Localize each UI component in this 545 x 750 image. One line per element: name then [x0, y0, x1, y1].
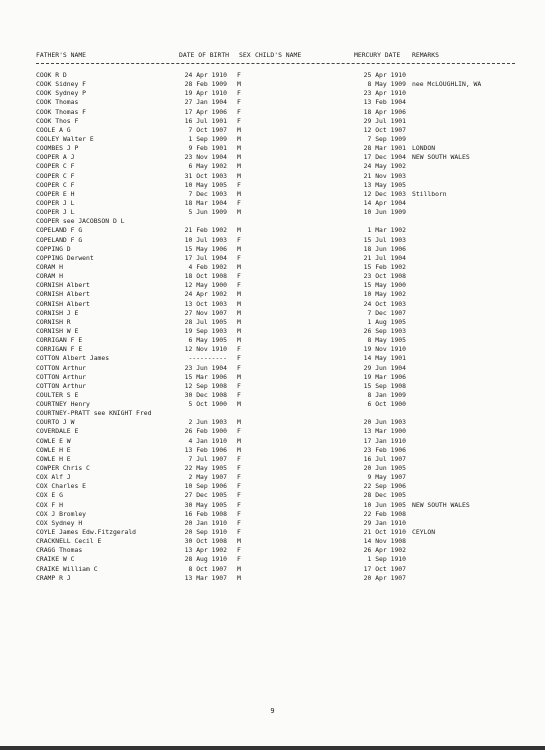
- mercury-date-cell: 10 May 1902: [363, 290, 406, 299]
- mercury-date-cell: 8 May 1905: [367, 336, 406, 345]
- mercury-date-cell: 15 Jul 1903: [363, 235, 406, 244]
- mercury-date-cell: 15 Feb 1902: [363, 262, 406, 271]
- father-name-cell: CORAM H: [36, 262, 63, 271]
- sex-cell: M: [237, 336, 241, 345]
- table-row: [36, 226, 515, 235]
- sex-cell: M: [237, 326, 241, 335]
- table-row: [36, 446, 515, 455]
- father-name-cell: CRAGG Thomas: [36, 546, 83, 555]
- date-of-birth-cell: ----------: [188, 354, 227, 363]
- father-name-cell: CRAIKE W C: [36, 555, 75, 564]
- sex-cell: F: [237, 116, 241, 125]
- sex-cell: M: [237, 144, 241, 153]
- father-name-cell: CORRIGAN F E: [36, 345, 83, 354]
- sex-cell: F: [237, 345, 241, 354]
- sex-cell: M: [237, 290, 241, 299]
- date-of-birth-cell: 7 Dec 1903: [188, 189, 227, 198]
- father-name-cell: CORNISH J E: [36, 308, 79, 317]
- father-name-cell: COVERDALE E: [36, 427, 79, 436]
- date-of-birth-cell: 6 May 1902: [188, 162, 227, 171]
- father-name-cell: COTTON Arthur: [36, 363, 87, 372]
- table-row: [36, 528, 515, 537]
- date-of-birth-cell: 20 Jan 1910: [184, 518, 227, 527]
- table-row: [36, 80, 515, 89]
- remarks-cell: nee McLOUGHLIN, WA: [412, 80, 482, 89]
- date-of-birth-cell: 24 Apr 1902: [184, 290, 227, 299]
- date-of-birth-cell: 13 Apr 1902: [184, 546, 227, 555]
- table-row: [36, 327, 515, 336]
- father-name-cell: COOK Sidney F: [36, 80, 87, 89]
- date-of-birth-cell: 30 May 1905: [184, 500, 227, 509]
- table-row: [36, 464, 515, 473]
- father-name-cell: COURTO J W: [36, 418, 75, 427]
- father-name-cell: COX Alf J: [36, 473, 71, 482]
- sex-cell: F: [237, 427, 241, 436]
- father-name-cell: COX Charles E: [36, 482, 87, 491]
- date-of-birth-cell: 6 May 1905: [188, 336, 227, 345]
- father-name-cell: COWPER Chris C: [36, 464, 90, 473]
- sex-cell: M: [237, 125, 241, 134]
- father-name-cell: COOK Thomas F: [36, 107, 87, 116]
- date-of-birth-cell: 27 Nov 1907: [184, 308, 227, 317]
- sex-cell: F: [237, 482, 241, 491]
- table-row: [36, 108, 515, 117]
- mercury-date-cell: 10 Jun 1909: [363, 208, 406, 217]
- sex-cell: M: [237, 308, 241, 317]
- father-name-cell: COOLEY Walter E: [36, 134, 94, 143]
- table-row: [36, 89, 515, 98]
- table-row: [36, 162, 515, 171]
- mercury-date-cell: 13 Mar 1900: [363, 427, 406, 436]
- sex-cell: M: [237, 189, 241, 198]
- table-row: [36, 117, 515, 126]
- date-of-birth-cell: 27 Dec 1905: [184, 491, 227, 500]
- sex-cell: F: [237, 509, 241, 518]
- father-name-cell: COOK Sydney P: [36, 89, 87, 98]
- sex-cell: M: [237, 537, 241, 546]
- sex-cell: M: [237, 226, 241, 235]
- father-name-cell: COPPING D: [36, 244, 71, 253]
- father-name-cell: COOPER C F: [36, 180, 75, 189]
- sex-cell: M: [237, 162, 241, 171]
- date-of-birth-cell: 22 May 1905: [184, 464, 227, 473]
- father-name-cell: CORNISH Albert: [36, 290, 90, 299]
- table-row: [36, 574, 515, 583]
- table-row: [36, 491, 515, 500]
- father-name-cell: COWLE E W: [36, 436, 71, 445]
- mercury-date-cell: 12 Oct 1907: [363, 125, 406, 134]
- sex-cell: M: [237, 372, 241, 381]
- mercury-date-cell: 22 Sep 1906: [363, 482, 406, 491]
- table-row: [36, 190, 515, 199]
- father-name-cell: CRACKNELL Cecil E: [36, 537, 102, 546]
- date-of-birth-cell: 26 Feb 1900: [184, 427, 227, 436]
- sex-cell: M: [237, 299, 241, 308]
- table-row: [36, 537, 515, 546]
- mercury-date-cell: 21 Jul 1904: [363, 253, 406, 262]
- sex-cell: F: [237, 89, 241, 98]
- father-name-cell: COOPER A J: [36, 153, 75, 162]
- date-of-birth-cell: 5 Jun 1909: [188, 208, 227, 217]
- sex-cell: F: [237, 235, 241, 244]
- father-name-cell: COULTER S E: [36, 390, 79, 399]
- table-row: [36, 245, 515, 254]
- date-of-birth-cell: 19 Sep 1903: [184, 326, 227, 335]
- mercury-date-cell: 10 Jun 1905: [363, 500, 406, 509]
- page-number: 9: [270, 707, 275, 715]
- sex-cell: F: [237, 107, 241, 116]
- table-row: [36, 135, 515, 144]
- table-row: [36, 427, 515, 436]
- date-of-birth-cell: 24 Apr 1910: [184, 71, 227, 79]
- mercury-date-cell: 8 Jan 1909: [367, 390, 406, 399]
- sex-cell: M: [237, 262, 241, 271]
- sex-cell: F: [237, 518, 241, 527]
- table-row: [36, 546, 515, 555]
- date-of-birth-cell: 7 Jul 1907: [188, 454, 227, 463]
- sex-cell: F: [237, 491, 241, 500]
- mercury-date-cell: 29 Jun 1904: [363, 363, 406, 372]
- father-name-cell: COOPER see JACOBSON D L: [36, 217, 125, 226]
- date-of-birth-cell: 21 Feb 1902: [184, 226, 227, 235]
- mercury-date-cell: 20 Apr 1907: [363, 573, 406, 582]
- mercury-date-cell: 24 May 1902: [363, 162, 406, 171]
- mercury-date-cell: 23 Oct 1908: [363, 272, 406, 281]
- father-name-cell: COOPER J L: [36, 198, 75, 207]
- date-of-birth-cell: 23 Nov 1904: [184, 153, 227, 162]
- table-row: [36, 418, 515, 427]
- father-name-cell: COOMBES J P: [36, 144, 79, 153]
- table-header: [36, 51, 515, 61]
- header-child: CHILD'S NAME: [255, 51, 302, 59]
- header-divider: [36, 63, 515, 64]
- remarks-cell: LONDON: [412, 144, 436, 153]
- sex-cell: M: [237, 445, 241, 454]
- mercury-date-cell: 26 Sep 1903: [363, 326, 406, 335]
- date-of-birth-cell: 17 Apr 1906: [184, 107, 227, 116]
- sex-cell: F: [237, 180, 241, 189]
- mercury-date-cell: 24 Oct 1903: [363, 299, 406, 308]
- mercury-date-cell: 16 Jul 1907: [363, 454, 406, 463]
- mercury-date-cell: 17 Oct 1907: [363, 564, 406, 573]
- sex-cell: M: [237, 134, 241, 143]
- mercury-date-cell: 21 Oct 1910: [363, 528, 406, 537]
- mercury-date-cell: 17 Jan 1910: [363, 436, 406, 445]
- table-row: [36, 373, 515, 382]
- mercury-date-cell: 18 Apr 1906: [363, 107, 406, 116]
- sex-cell: M: [237, 317, 241, 326]
- sex-cell: F: [237, 71, 241, 79]
- mercury-date-cell: 19 Mar 1906: [363, 372, 406, 381]
- mercury-date-cell: 23 Apr 1910: [363, 89, 406, 98]
- header-dob: DATE OF BIRTH: [179, 51, 230, 59]
- records-table: [36, 71, 515, 583]
- remarks-cell: CEYLON: [412, 528, 436, 537]
- table-row: [36, 309, 515, 318]
- mercury-date-cell: 13 May 1905: [363, 180, 406, 189]
- table-row: [36, 153, 515, 162]
- mercury-date-cell: 15 Sep 1908: [363, 381, 406, 390]
- mercury-date-cell: 12 Dec 1903: [363, 189, 406, 198]
- mercury-date-cell: 14 May 1901: [363, 354, 406, 363]
- scan-edge: [0, 746, 545, 750]
- father-name-cell: CORNISH W E: [36, 326, 79, 335]
- date-of-birth-cell: 7 Oct 1907: [188, 125, 227, 134]
- father-name-cell: COX F H: [36, 500, 63, 509]
- table-row: [36, 144, 515, 153]
- sex-cell: F: [237, 555, 241, 564]
- father-name-cell: COX Sydney H: [36, 518, 83, 527]
- table-row: [36, 364, 515, 373]
- date-of-birth-cell: 4 Jan 1910: [188, 436, 227, 445]
- table-row: [36, 300, 515, 309]
- date-of-birth-cell: 2 Jun 1903: [188, 418, 227, 427]
- table-row: [36, 126, 515, 135]
- father-name-cell: COOPER C F: [36, 162, 75, 171]
- date-of-birth-cell: 15 May 1906: [184, 244, 227, 253]
- sex-cell: F: [237, 473, 241, 482]
- father-name-cell: COURTNEY-PRATT see KNIGHT Fred: [36, 409, 152, 418]
- father-name-cell: COTTON Albert James: [36, 354, 110, 363]
- date-of-birth-cell: 27 Jan 1904: [184, 98, 227, 107]
- table-row: [36, 519, 515, 528]
- date-of-birth-cell: 8 Oct 1907: [188, 564, 227, 573]
- table-row: [36, 473, 515, 482]
- table-row: [36, 254, 515, 263]
- date-of-birth-cell: 28 Aug 1910: [184, 555, 227, 564]
- mercury-date-cell: 7 Sep 1909: [367, 134, 406, 143]
- sex-cell: M: [237, 208, 241, 217]
- sex-cell: F: [237, 528, 241, 537]
- sex-cell: F: [237, 546, 241, 555]
- mercury-date-cell: 8 May 1909: [367, 80, 406, 89]
- father-name-cell: CRAIKE William C: [36, 564, 98, 573]
- father-name-cell: COOK Thos F: [36, 116, 79, 125]
- date-of-birth-cell: 30 Dec 1908: [184, 390, 227, 399]
- sex-cell: M: [237, 436, 241, 445]
- date-of-birth-cell: 5 Oct 1900: [188, 400, 227, 409]
- header-mercury: MERCURY DATE: [354, 51, 401, 59]
- sex-cell: F: [237, 363, 241, 372]
- sex-cell: M: [237, 573, 241, 582]
- table-row: [36, 199, 515, 208]
- father-name-cell: COOK R D: [36, 71, 67, 79]
- date-of-birth-cell: 19 Apr 1910: [184, 89, 227, 98]
- date-of-birth-cell: 18 Mar 1904: [184, 198, 227, 207]
- father-name-cell: COTTON Arthur: [36, 372, 87, 381]
- sex-cell: M: [237, 244, 241, 253]
- mercury-date-cell: 6 Oct 1900: [367, 400, 406, 409]
- father-name-cell: CORNISH R: [36, 317, 71, 326]
- sex-cell: F: [237, 381, 241, 390]
- sex-cell: F: [237, 198, 241, 207]
- sex-cell: M: [237, 171, 241, 180]
- father-name-cell: COOPER J L: [36, 208, 75, 217]
- table-row: [36, 437, 515, 446]
- table-row: [36, 391, 515, 400]
- sex-cell: F: [237, 464, 241, 473]
- mercury-date-cell: 13 Feb 1904: [363, 98, 406, 107]
- mercury-date-cell: 14 Apr 1904: [363, 198, 406, 207]
- table-row: [36, 290, 515, 299]
- table-row: [36, 263, 515, 272]
- table-row: [36, 318, 515, 327]
- date-of-birth-cell: 16 Jul 1901: [184, 116, 227, 125]
- date-of-birth-cell: 13 Feb 1906: [184, 445, 227, 454]
- father-name-cell: COWLE H E: [36, 445, 71, 454]
- father-name-cell: COOLE A G: [36, 125, 71, 134]
- date-of-birth-cell: 12 May 1900: [184, 281, 227, 290]
- date-of-birth-cell: 17 Jul 1904: [184, 253, 227, 262]
- date-of-birth-cell: 12 Nov 1910: [184, 345, 227, 354]
- date-of-birth-cell: 20 Sep 1910: [184, 528, 227, 537]
- mercury-date-cell: 29 Jan 1910: [363, 518, 406, 527]
- sex-cell: F: [237, 98, 241, 107]
- father-name-cell: COTTON Arthur: [36, 381, 87, 390]
- sex-cell: F: [237, 253, 241, 262]
- table-row: [36, 272, 515, 281]
- table-row: [36, 354, 515, 363]
- table-row: [36, 482, 515, 491]
- date-of-birth-cell: 12 Sep 1908: [184, 381, 227, 390]
- table-row: [36, 382, 515, 391]
- date-of-birth-cell: 28 Jul 1905: [184, 317, 227, 326]
- date-of-birth-cell: 1 Sep 1909: [188, 134, 227, 143]
- table-row: [36, 172, 515, 181]
- remarks-cell: Stillborn: [412, 189, 447, 198]
- sex-cell: F: [237, 390, 241, 399]
- father-name-cell: COOPER E H: [36, 189, 75, 198]
- date-of-birth-cell: 30 Oct 1908: [184, 537, 227, 546]
- date-of-birth-cell: 13 Oct 1903: [184, 299, 227, 308]
- father-name-cell: COPELAND F G: [36, 235, 83, 244]
- date-of-birth-cell: 10 Sep 1906: [184, 482, 227, 491]
- header-sex: SEX: [239, 51, 251, 59]
- date-of-birth-cell: 31 Oct 1903: [184, 171, 227, 180]
- date-of-birth-cell: 13 Mar 1907: [184, 573, 227, 582]
- father-name-cell: COURTNEY Henry: [36, 400, 90, 409]
- mercury-date-cell: 19 Nov 1910: [363, 345, 406, 354]
- sex-cell: M: [237, 400, 241, 409]
- mercury-date-cell: 14 Nov 1908: [363, 537, 406, 546]
- mercury-date-cell: 29 Jul 1901: [363, 116, 406, 125]
- table-row: [36, 98, 515, 107]
- table-row: [36, 236, 515, 245]
- father-name-cell: COYLE James Edw.Fitzgerald: [36, 528, 137, 537]
- father-name-cell: COOPER C F: [36, 171, 75, 180]
- table-row: [36, 181, 515, 190]
- sex-cell: F: [237, 500, 241, 509]
- mercury-date-cell: 26 Apr 1902: [363, 546, 406, 555]
- mercury-date-cell: 21 Nov 1903: [363, 171, 406, 180]
- father-name-cell: CORAM H: [36, 272, 63, 281]
- table-row: [36, 400, 515, 409]
- sex-cell: F: [237, 281, 241, 290]
- father-name-cell: COPPING Derwent: [36, 253, 94, 262]
- date-of-birth-cell: 2 May 1907: [188, 473, 227, 482]
- table-row: [36, 455, 515, 464]
- mercury-date-cell: 18 Jun 1906: [363, 244, 406, 253]
- father-name-cell: COX J Bromley: [36, 509, 87, 518]
- mercury-date-cell: 15 May 1900: [363, 281, 406, 290]
- father-name-cell: COOK Thomas: [36, 98, 79, 107]
- date-of-birth-cell: 23 Jun 1904: [184, 363, 227, 372]
- date-of-birth-cell: 10 Jul 1903: [184, 235, 227, 244]
- mercury-date-cell: 20 Jun 1903: [363, 418, 406, 427]
- sex-cell: M: [237, 564, 241, 573]
- sex-cell: F: [237, 354, 241, 363]
- sex-cell: M: [237, 80, 241, 89]
- father-name-cell: COX E G: [36, 491, 63, 500]
- mercury-date-cell: 23 Feb 1906: [363, 445, 406, 454]
- table-row: [36, 71, 515, 80]
- father-name-cell: CORRIGAN F E: [36, 336, 83, 345]
- mercury-date-cell: 7 Dec 1907: [367, 308, 406, 317]
- mercury-date-cell: 1 Sep 1910: [367, 555, 406, 564]
- table-row: [36, 217, 515, 226]
- date-of-birth-cell: 9 Feb 1901: [188, 144, 227, 153]
- table-row: [36, 208, 515, 217]
- sex-cell: M: [237, 153, 241, 162]
- mercury-date-cell: 25 Apr 1910: [363, 71, 406, 79]
- remarks-cell: NEW SOUTH WALES: [412, 500, 470, 509]
- date-of-birth-cell: 10 May 1905: [184, 180, 227, 189]
- mercury-date-cell: 9 May 1907: [367, 473, 406, 482]
- header-remarks: REMARKS: [412, 51, 439, 59]
- table-row: [36, 565, 515, 574]
- father-name-cell: COPELAND F G: [36, 226, 83, 235]
- mercury-date-cell: 28 Dec 1905: [363, 491, 406, 500]
- mercury-date-cell: 20 Jun 1905: [363, 464, 406, 473]
- table-row: [36, 555, 515, 564]
- table-row: [36, 501, 515, 510]
- date-of-birth-cell: 28 Feb 1909: [184, 80, 227, 89]
- header-father: FATHER'S NAME: [36, 51, 87, 59]
- sex-cell: F: [237, 272, 241, 281]
- table-row: [36, 409, 515, 418]
- sex-cell: M: [237, 418, 241, 427]
- date-of-birth-cell: 18 Oct 1908: [184, 272, 227, 281]
- father-name-cell: CORNISH Albert: [36, 299, 90, 308]
- mercury-date-cell: 1 Aug 1905: [367, 317, 406, 326]
- date-of-birth-cell: 4 Feb 1902: [188, 262, 227, 271]
- date-of-birth-cell: 16 Feb 1908: [184, 509, 227, 518]
- table-row: [36, 281, 515, 290]
- table-row: [36, 510, 515, 519]
- father-name-cell: COWLE H E: [36, 454, 71, 463]
- table-row: [36, 336, 515, 345]
- father-name-cell: CRAMP R J: [36, 573, 71, 582]
- remarks-cell: NEW SOUTH WALES: [412, 153, 470, 162]
- mercury-date-cell: 28 Mar 1901: [363, 144, 406, 153]
- father-name-cell: CORNISH Albert: [36, 281, 90, 290]
- sex-cell: F: [237, 454, 241, 463]
- mercury-date-cell: 17 Dec 1904: [363, 153, 406, 162]
- mercury-date-cell: 1 Mar 1902: [367, 226, 406, 235]
- table-row: [36, 345, 515, 354]
- date-of-birth-cell: 15 Mar 1906: [184, 372, 227, 381]
- mercury-date-cell: 22 Feb 1908: [363, 509, 406, 518]
